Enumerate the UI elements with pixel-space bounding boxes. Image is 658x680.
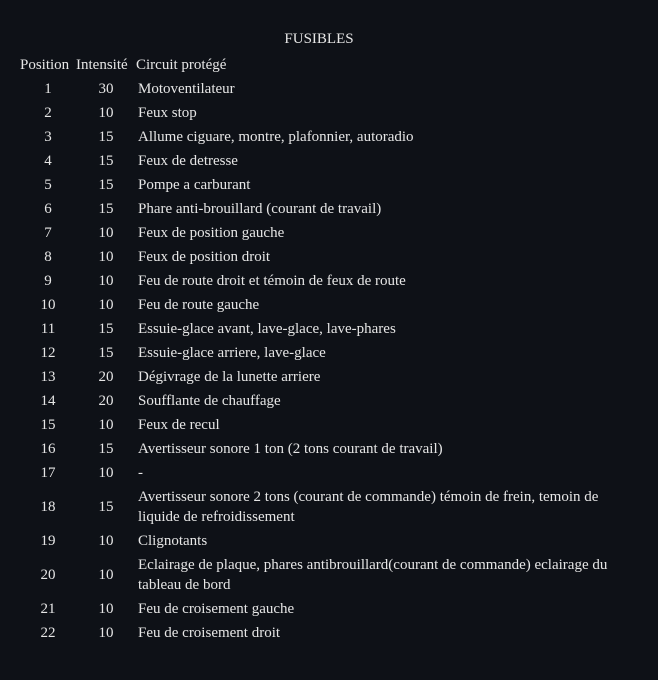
table-row [20,293,620,317]
circuit-cell: Feux de recul [138,417,220,433]
position-cell: 13 [40,369,56,385]
column-header-intensite: Intensité [76,57,128,73]
intensite-cell: 10 [98,105,114,121]
intensite-cell: 20 [98,393,114,409]
position-cell: 3 [44,129,52,145]
table-row [20,529,620,553]
table-row [20,413,620,437]
position-cell: 19 [40,533,56,549]
table-row [20,77,620,101]
table-row [20,197,620,221]
table-title: FUSIBLES [284,31,354,47]
table-row [20,149,620,173]
position-cell: 18 [40,499,56,515]
table-row [20,341,620,365]
circuit-cell: Feux de position gauche [138,225,285,241]
position-cell: 22 [40,625,56,641]
circuit-cell: - [138,465,143,481]
table-row [20,621,620,645]
circuit-cell: Avertisseur sonore 2 tons (courant de commande) témoin de frein, temoin de liquide de refroidissement [138,489,599,525]
position-cell: 14 [40,393,56,409]
table-row [20,437,620,461]
table-row [20,597,620,621]
circuit-cell: Allume ciguare, montre, plafonnier, autoradio [138,129,414,145]
position-cell: 17 [40,465,56,481]
intensite-cell: 10 [98,625,114,641]
intensite-cell: 15 [98,201,114,217]
circuit-cell: Avertisseur sonore 1 ton (2 tons courant de travail) [138,441,443,457]
table-row [20,125,620,149]
intensite-cell: 10 [98,465,114,481]
intensite-cell: 30 [98,81,114,97]
circuit-cell: Pompe a carburant [138,177,251,193]
circuit-cell: Phare anti-brouillard (courant de travail) [138,201,382,217]
intensite-cell: 10 [98,297,114,313]
table-row [20,461,620,485]
position-cell: 4 [44,153,52,169]
intensite-cell: 10 [98,225,114,241]
circuit-cell: Soufflante de chauffage [138,393,281,409]
intensite-cell: 15 [98,499,114,515]
position-cell: 15 [40,417,56,433]
table-row [20,173,620,197]
intensite-cell: 10 [98,567,114,583]
position-cell: 5 [44,177,52,193]
intensite-cell: 10 [98,601,114,617]
column-header-position: Position [20,57,70,73]
circuit-cell: Feux stop [138,105,197,121]
position-cell: 16 [40,441,56,457]
circuit-cell: Feu de croisement droit [138,625,281,641]
position-cell: 9 [44,273,52,289]
circuit-cell: Clignotants [138,533,208,549]
circuit-cell: Motoventilateur [138,81,235,97]
table-row [20,221,620,245]
circuit-cell: Feu de route gauche [138,297,260,313]
circuit-cell: Eclairage de plaque, phares antibrouillard(courant de commande) eclairage du tableau de bord [138,557,608,593]
table-body [20,77,620,645]
fuse-table [20,53,620,645]
table-row [20,245,620,269]
intensite-cell: 15 [98,153,114,169]
header-row [20,53,620,77]
intensite-cell: 10 [98,417,114,433]
table-row [20,101,620,125]
circuit-cell: Feu de route droit et témoin de feux de route [138,273,406,289]
intensite-cell: 10 [98,533,114,549]
position-cell: 10 [40,297,56,313]
column-header-circuit: Circuit protégé [136,57,227,73]
position-cell: 1 [44,81,52,97]
position-cell: 20 [40,567,56,583]
circuit-cell: Essuie-glace avant, lave-glace, lave-phares [138,321,396,337]
intensite-cell: 15 [98,129,114,145]
table-row [20,269,620,293]
position-cell: 6 [44,201,52,217]
table-row [20,365,620,389]
table-row [20,317,620,341]
intensite-cell: 10 [98,249,114,265]
intensite-cell: 10 [98,273,114,289]
intensite-cell: 15 [98,441,114,457]
position-cell: 21 [40,601,56,617]
intensite-cell: 15 [98,321,114,337]
position-cell: 11 [40,321,56,337]
table-row [20,485,620,529]
circuit-cell: Feux de detresse [138,153,238,169]
position-cell: 7 [44,225,52,241]
position-cell: 2 [44,105,52,121]
intensite-cell: 15 [98,345,114,361]
position-cell: 8 [44,249,52,265]
circuit-cell: Feu de croisement gauche [138,601,295,617]
position-cell: 12 [40,345,56,361]
table-row [20,553,620,597]
circuit-cell: Feux de position droit [138,249,271,265]
circuit-cell: Dégivrage de la lunette arriere [138,369,321,385]
intensite-cell: 15 [98,177,114,193]
circuit-cell: Essuie-glace arriere, lave-glace [138,345,326,361]
table-header [20,53,620,77]
intensite-cell: 20 [98,369,114,385]
table-row [20,389,620,413]
